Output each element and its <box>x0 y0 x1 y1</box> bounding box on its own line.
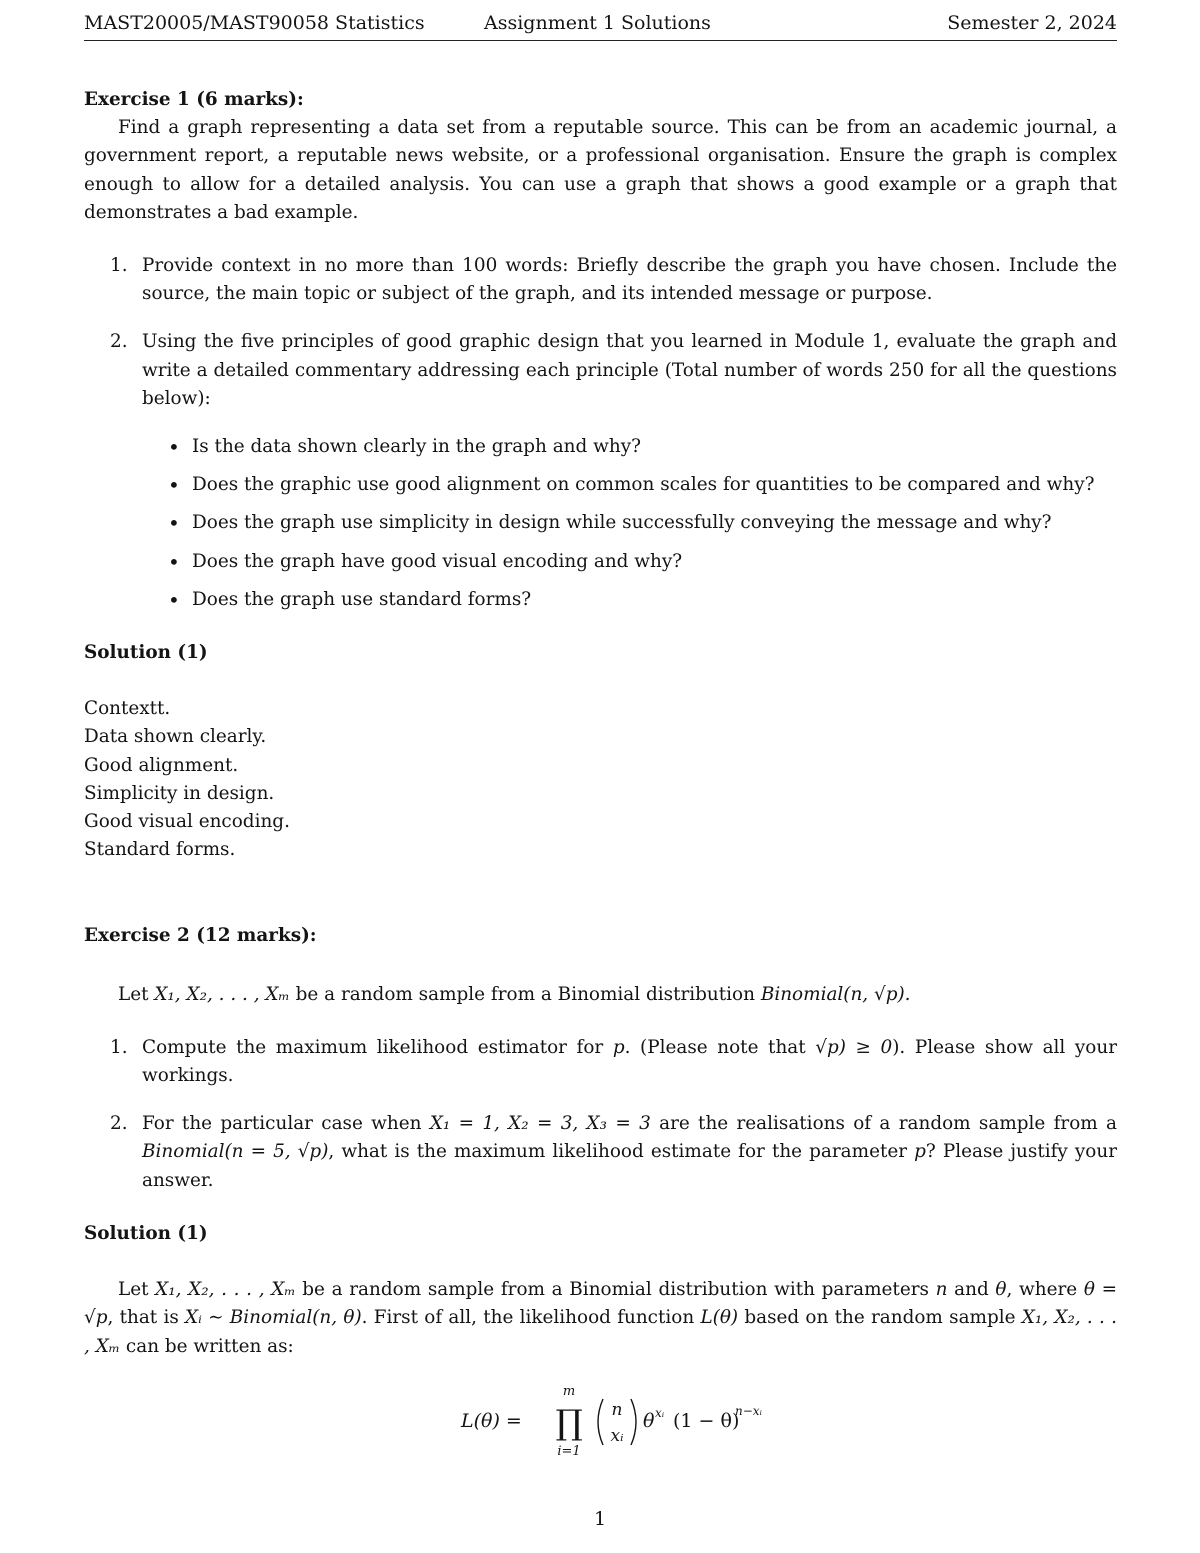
exercise-1-heading: Exercise 1 (6 marks): <box>84 89 304 110</box>
text-run: ). Please show all your workings. <box>142 1036 1118 1087</box>
solution-line: Data shown clearly. <box>84 726 267 748</box>
math-p: p <box>612 1036 625 1058</box>
product-symbol: ∏ <box>554 1402 583 1443</box>
solution-2-paragraph <box>84 1276 1117 1361</box>
binom-bottom: xᵢ <box>609 1425 624 1446</box>
product-lower-limit: i=1 <box>556 1443 581 1459</box>
item-number: 2. <box>110 1113 128 1135</box>
binom-right-paren <box>631 1399 636 1445</box>
math-likelihood: L(θ) <box>700 1307 739 1329</box>
math-p: p <box>914 1141 926 1163</box>
text-run: can be written as: <box>120 1335 294 1357</box>
item-number: 2. <box>110 331 128 353</box>
text-run: be a random sample from a Binomial distribution <box>289 983 761 1005</box>
text-run: , what is the maximum likelihood estimate for the parameter <box>328 1141 915 1163</box>
text-run: Compute the maximum likelihood estimator for <box>142 1036 613 1058</box>
solution-2-heading: Solution (1) <box>84 1222 208 1244</box>
item-number: 1. <box>110 1036 128 1058</box>
text-run: For the particular case when <box>142 1113 430 1135</box>
principle-bullet: • Does the graphic use good alignment on common scales for quantities to be compared and why? <box>84 471 1117 499</box>
math-condition: √p) ≥ 0 <box>815 1036 893 1058</box>
running-header <box>84 10 1117 41</box>
text-run: . (Please note that <box>624 1036 816 1058</box>
solution-1-heading: Solution (1) <box>84 642 208 664</box>
formula-theta: θ <box>642 1409 654 1432</box>
formula-exponent-1: xᵢ <box>654 1405 664 1420</box>
solution-1-body <box>84 695 1117 864</box>
principle-bullet: • Does the graph have good visual encoding and why? <box>84 548 1117 576</box>
text-run: based on the random sample <box>738 1307 1022 1329</box>
exercise-2-list <box>84 1034 1117 1195</box>
math-n: n <box>935 1279 948 1301</box>
binom-top: n <box>611 1399 622 1420</box>
likelihood-formula <box>84 1381 1117 1470</box>
solution-line: Standard forms. <box>84 839 236 861</box>
math-distribution: Binomial(n, √p). <box>760 983 911 1005</box>
exercise-2-item-1 <box>84 1034 1117 1090</box>
text-run: be a random sample from a Binomial distribution with parameters <box>295 1279 936 1301</box>
solution-line: Good visual encoding. <box>84 811 290 833</box>
exercise-2-item-2 <box>84 1110 1117 1195</box>
exercise-1-intro: Find a graph representing a data set from a reputable source. This can be from an academic journal, a government report, a reputable news website, or a professional organisation. Ensure the graph is complex enough to allow for a detailed analysis. You can use a graph that shows a good example or a graph that demonstrates a bad example. <box>84 117 1117 223</box>
binom-left-paren <box>598 1399 603 1445</box>
principle-bullet: • Does the graph use simplicity in design while successfully conveying the message and why? <box>84 509 1117 537</box>
math-theta: θ <box>995 1279 1007 1301</box>
math-distribution: Xᵢ ∼ Binomial(n, θ) <box>185 1307 362 1329</box>
item-number: 1. <box>110 255 128 277</box>
exercise-2-intro <box>84 981 1117 1009</box>
math-values: X₁ = 1, X₂ = 3, X₃ = 3 <box>429 1113 651 1135</box>
item-text: Provide context in no more than 100 words: Briefly describe the graph you have chosen. Include the source, the main topic or subject of the graph, and its intended message or purpose. <box>142 255 1117 305</box>
principles-list <box>84 433 1117 614</box>
text-run: ? Please justify your answer. <box>142 1141 1117 1191</box>
page-content <box>84 86 1117 1470</box>
exercise-1-list <box>84 252 1117 413</box>
formula-svg <box>431 1381 771 1461</box>
formula-exponent-2: n−xᵢ <box>734 1403 762 1418</box>
solution-line: Simplicity in design. <box>84 782 275 804</box>
course-code: MAST20005/MAST90058 Statistics <box>84 12 425 34</box>
formula-lhs: L(θ) = <box>460 1409 522 1432</box>
text-run: , that is <box>107 1307 186 1329</box>
math-variables: X₁, X₂, . . . , Xₘ <box>84 1307 1117 1357</box>
text-run: are the realisations of a random sample from a <box>650 1113 1118 1135</box>
text-run: Let <box>118 1279 156 1301</box>
principle-bullet: • Is the data shown clearly in the graph and why? <box>84 433 1117 461</box>
text-run: Let <box>118 983 155 1005</box>
math-variables: X₁, X₂, . . . , Xₘ <box>154 983 290 1005</box>
text-run: . First of all, the likelihood function <box>361 1307 701 1329</box>
text-run: and <box>947 1279 996 1301</box>
solution-line: Contextt. <box>84 698 171 720</box>
exercise-2-heading: Exercise 2 (12 marks): <box>84 925 317 947</box>
semester-label: Semester 2, 2024 <box>947 12 1117 34</box>
principle-bullet: • Does the graph use standard forms? <box>84 586 1117 614</box>
exercise-1-item-2 <box>84 328 1117 413</box>
formula-one-minus-theta: (1 − θ) <box>672 1409 739 1432</box>
product-upper-limit: m <box>562 1383 575 1399</box>
math-variables: X₁, X₂, . . . , Xₘ <box>155 1279 296 1301</box>
solution-line: Good alignment. <box>84 754 239 776</box>
page-number: 1 <box>593 1508 607 1530</box>
text-run: , where <box>1006 1279 1084 1301</box>
document-title: Assignment 1 Solutions <box>484 12 711 34</box>
exercise-1-item-1 <box>84 252 1117 308</box>
math-theta-definition: θ = √p <box>84 1279 1118 1329</box>
math-distribution: Binomial(n = 5, √p) <box>142 1141 329 1163</box>
item-text: Using the five principles of good graphic design that you learned in Module 1, evaluate the graph and write a detailed commentary addressing each principle (Total number of words 250 for all the questions below): <box>142 331 1117 409</box>
